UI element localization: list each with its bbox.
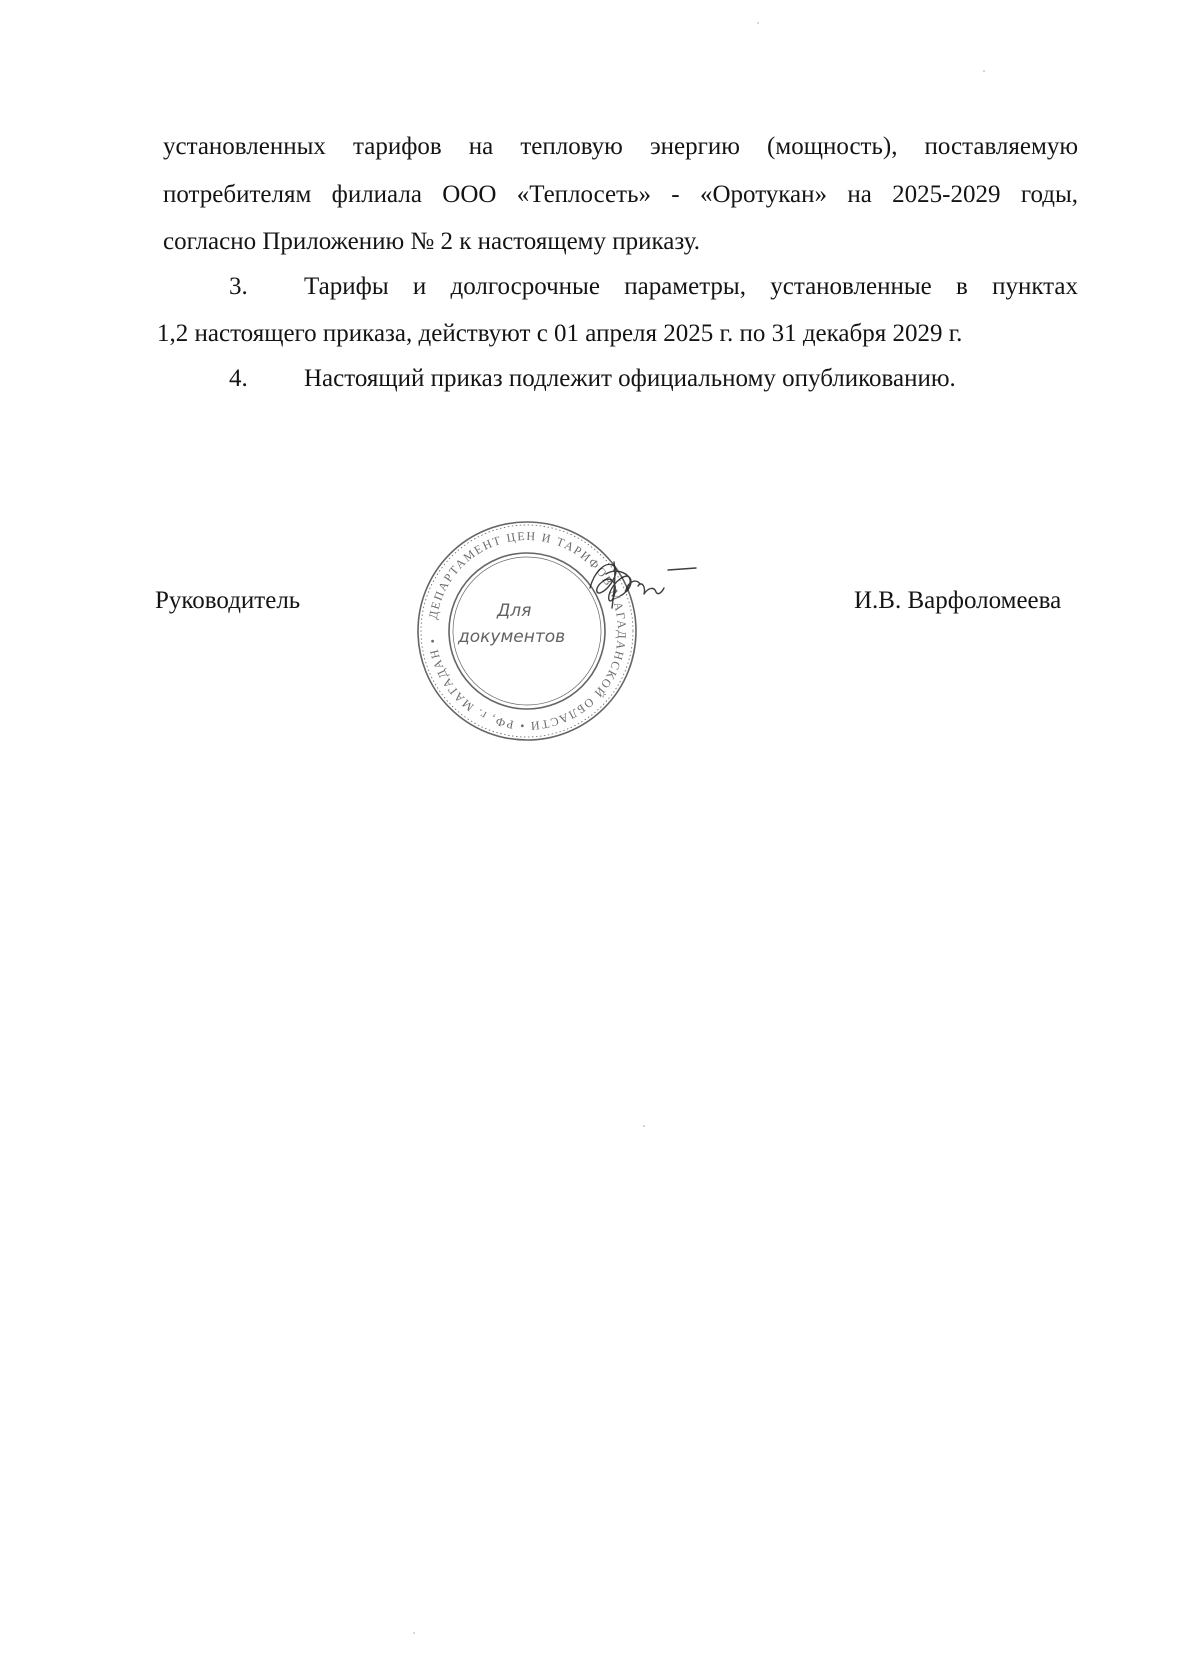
scan-speck (643, 1125, 645, 1127)
handwritten-signature (584, 552, 702, 618)
list-item-text: Тарифы и долгосрочные параметры, установленные в пунктах (304, 273, 1078, 300)
scan-speck (983, 70, 985, 72)
signer-position-title: Руководитель (155, 587, 301, 614)
paragraph-line-1: установленных тарифов на тепловую энергию (мощность), поставляемую (163, 133, 1078, 160)
list-item-4 (229, 364, 1078, 394)
list-item-3-continuation: 1,2 настоящего приказа, действуют с 01 апреля 2025 г. по 31 декабря 2029 г. (157, 320, 963, 347)
stamp-center-line-1: Для (497, 601, 532, 621)
scan-speck (413, 1632, 415, 1634)
stamp-center-line-2: документов (458, 627, 566, 647)
stamp-ring-text: ДЕПАРТАМЕНТ ЦЕН И ТАРИФОВ МАГАДАНСКОЙ ОБЛАСТИ • РФ, г. МАГАДАН • (425, 528, 630, 734)
list-item-number: 4. (229, 365, 248, 392)
signer-name: И.В. Варфоломеева (854, 587, 1062, 614)
list-item-3 (229, 272, 1078, 302)
paragraph-line-3: согласно Приложению № 2 к настоящему приказу. (163, 228, 700, 255)
scan-speck (757, 22, 759, 24)
list-item-number: 3. (229, 273, 248, 300)
list-item-text: Настоящий приказ подлежит официальному опубликованию. (304, 365, 956, 392)
paragraph-line-2: потребителям филиала ООО «Теплосеть» - «Оротукан» на 2025-2029 годы, (163, 181, 1078, 208)
